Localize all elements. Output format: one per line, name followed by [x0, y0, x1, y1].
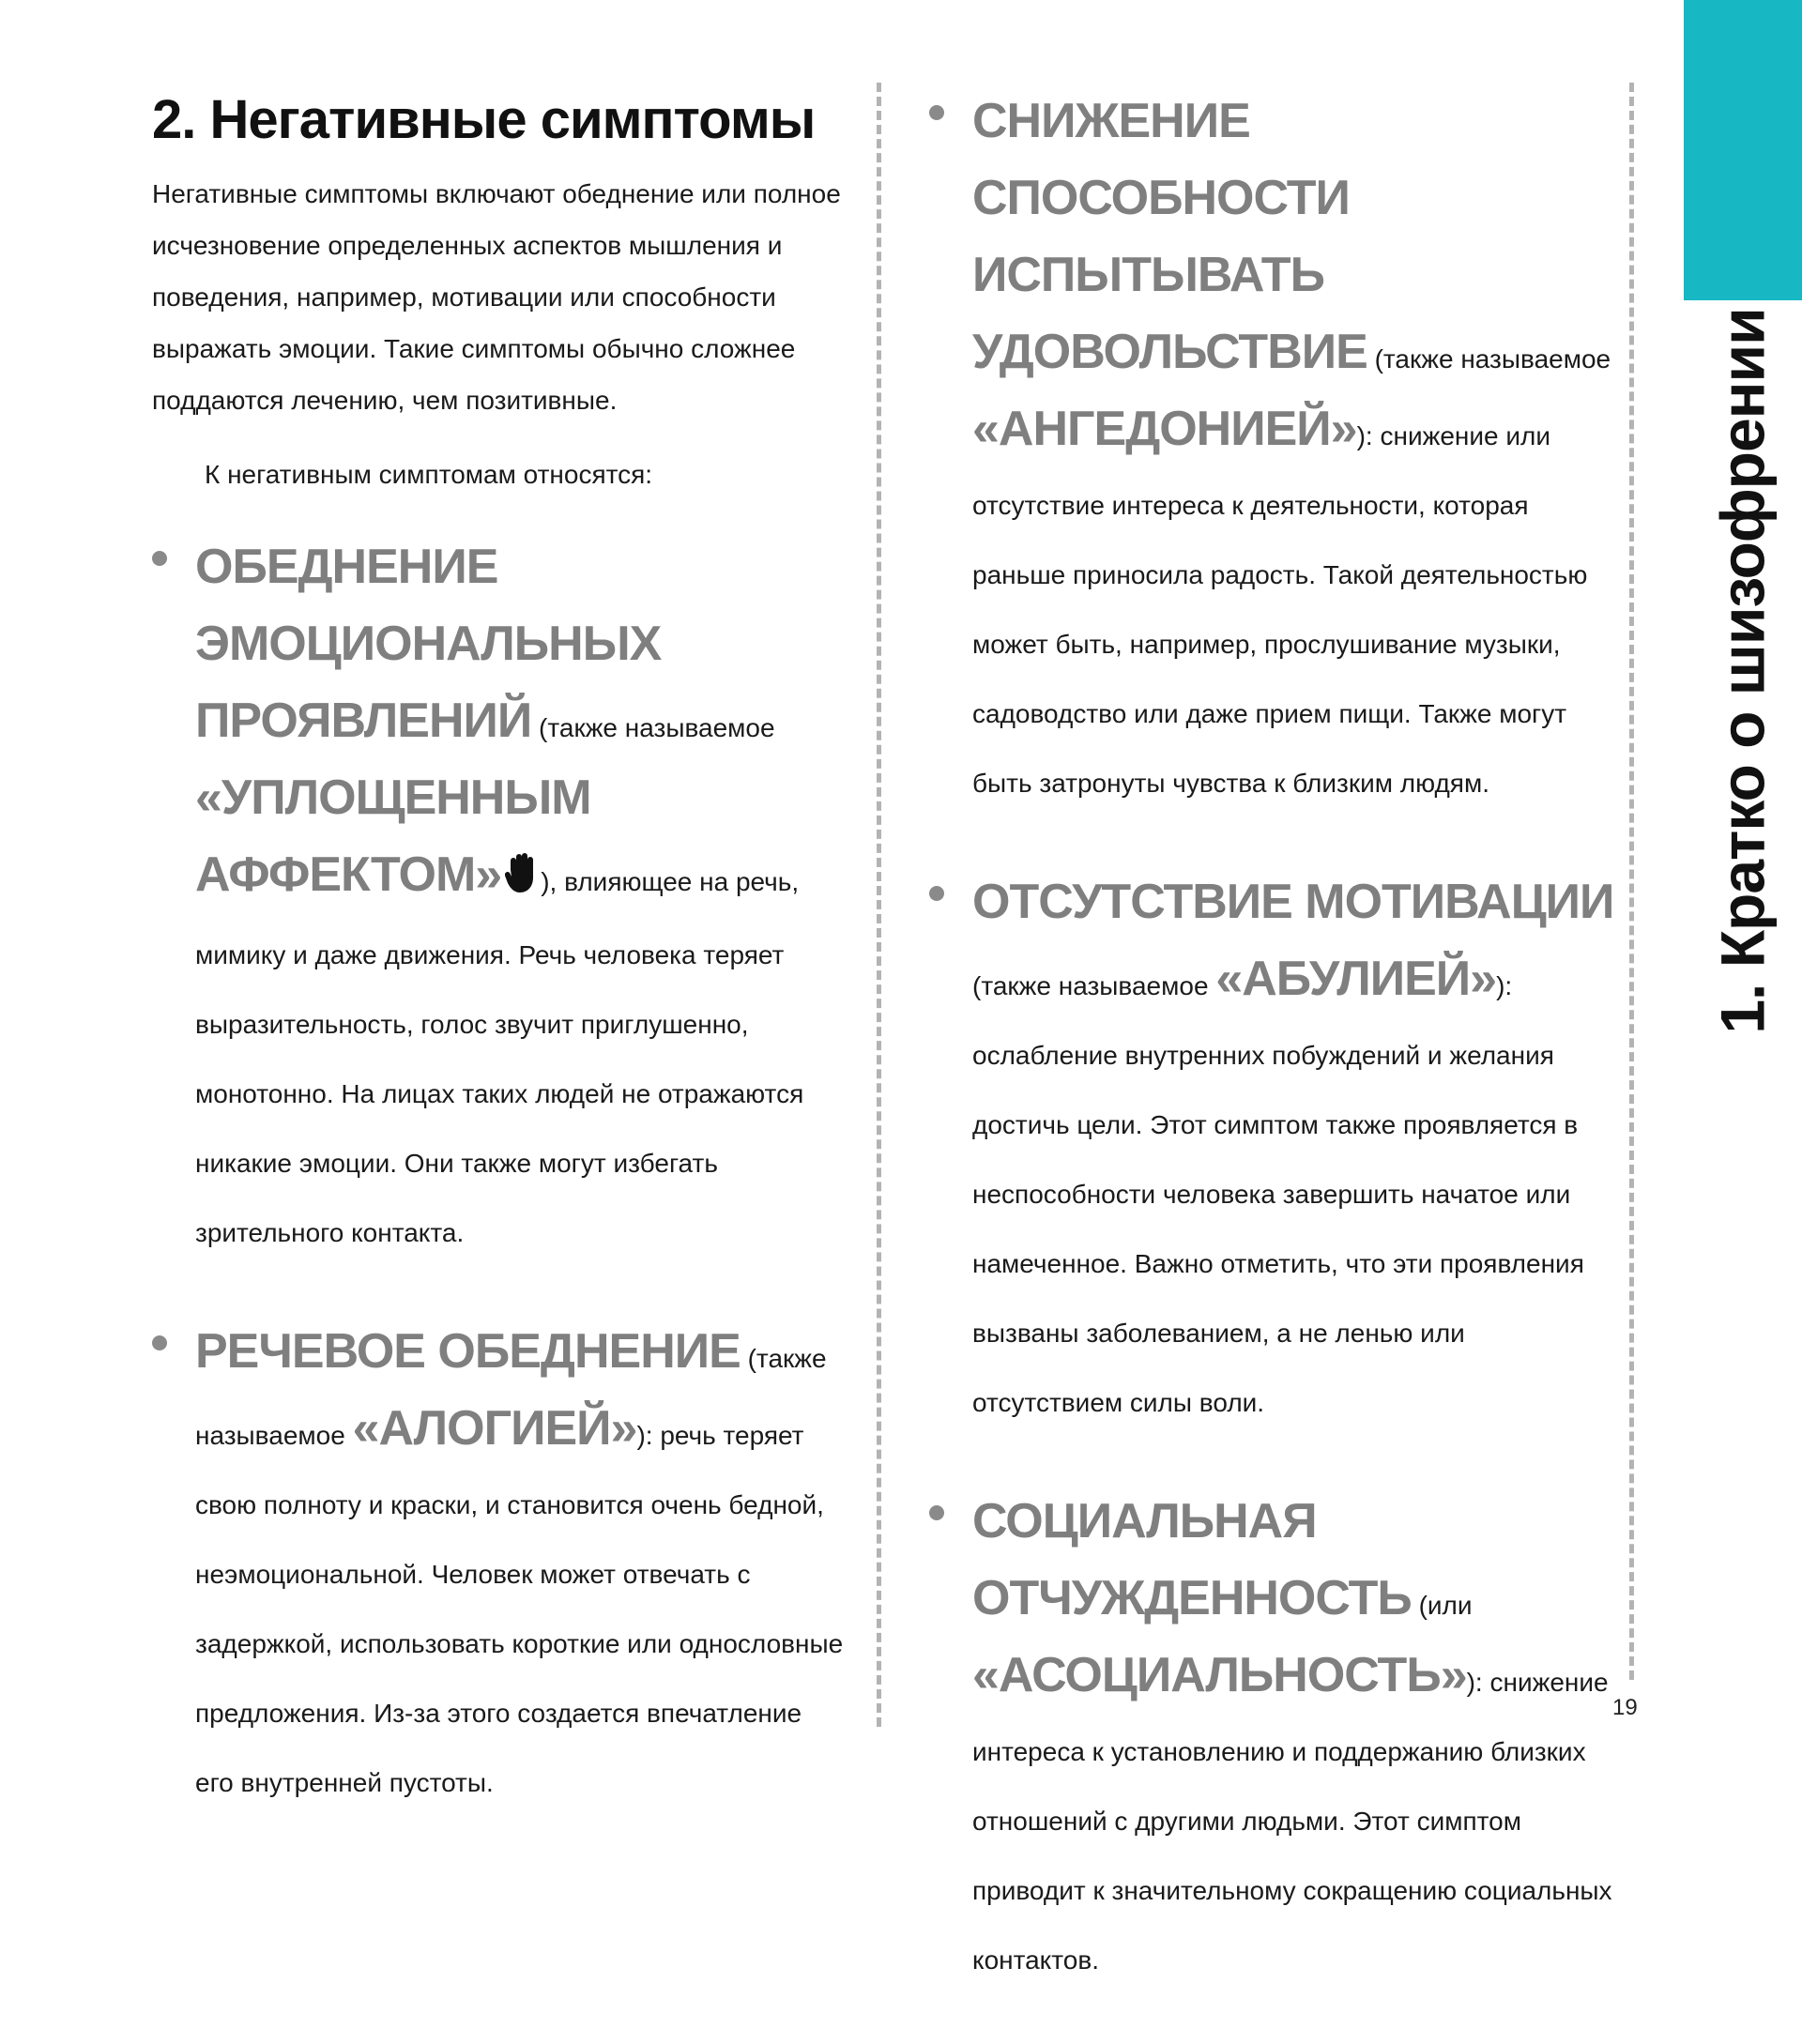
left-column	[152, 90, 847, 1867]
symptom-paren-close: ):	[636, 1420, 653, 1450]
tab-divider	[1629, 83, 1634, 1680]
symptom-item	[929, 867, 1614, 1438]
symptom-heading	[972, 1487, 1614, 1995]
bullet-icon	[152, 551, 167, 566]
symptom-term: ОТСУТСТВИЕ МОТИВАЦИИ	[972, 875, 1614, 929]
symptom-description: снижение интереса к установлению и поддержанию близких отношений с другими людьми. Этот симптом приводит к значительному сокращению социальных контактов.	[972, 1668, 1612, 1975]
symptom-description: влияющее на речь, мимику и даже движения. Речь человека теряет выразительность, голос звучит приглушенно, монотонно. На лицах таких людей не отражаются никакие эмоции. Они также могут избегать зрительного контакта.	[195, 866, 804, 1247]
symptom-heading	[195, 1317, 847, 1818]
symptom-paren-close: ):	[1466, 1668, 1483, 1697]
symptom-paren-close: ):	[1496, 971, 1513, 1000]
chapter-tab	[1684, 0, 1802, 300]
section-title: 2. Негативные симптомы	[152, 89, 816, 150]
page-number: 19	[1612, 1695, 1638, 1720]
column-divider	[877, 83, 881, 1727]
symptom-paren-open: (также называемое	[195, 1343, 827, 1450]
symptom-paren-close: ),	[541, 866, 557, 896]
symptom-heading	[972, 86, 1614, 818]
symptom-item	[929, 86, 1614, 818]
symptom-description: речь теряет свою полноту и краски, и становится очень бедной, неэмоциональной. Человек может отвечать с задержкой, использовать короткие или однословные предложения. Из-за этого создается впечатление его внутренней пустоты.	[195, 1420, 844, 1797]
symptom-term: ОБЕДНЕНИЕ ЭМОЦИОНАЛЬНЫХ ПРОЯВЛЕНИЙ	[195, 539, 662, 748]
symptom-term: РЕЧЕВОЕ ОБЕДНЕНИЕ	[195, 1323, 741, 1379]
symptom-paren-open: (также называемое	[539, 712, 775, 742]
symptom-paren-open: (или	[1418, 1591, 1473, 1620]
symptom-alias: «АНГЕДОНИЕЙ»	[972, 402, 1357, 456]
symptom-item	[152, 1317, 847, 1818]
bullet-icon	[929, 886, 944, 901]
list-intro: К негативным симптомам относятся:	[205, 459, 653, 489]
symptom-item	[152, 532, 847, 1268]
chapter-title-text: 1. Кратко о шизофрении	[1708, 308, 1779, 1034]
symptom-heading	[972, 867, 1614, 1438]
symptom-term: СОЦИАЛЬНАЯ ОТЧУЖДЕННОСТЬ	[972, 1494, 1412, 1625]
right-column	[929, 86, 1614, 2044]
symptom-paren-open: (также называемое	[972, 971, 1209, 1000]
bullet-icon	[929, 105, 944, 120]
bullet-icon	[152, 1335, 167, 1350]
chapter-title	[1644, 308, 1802, 1034]
symptom-paren-open: (также называемое	[1374, 344, 1611, 374]
bullet-icon	[929, 1505, 944, 1520]
symptom-description: ослабление внутренних побуждений и желания достичь цели. Этот симптом также проявляется в неспособности человека завершить начатое или намеченное. Важно отметить, что эти проявления вызваны заболеванием, а не ленью или отсутствием силы воли.	[972, 1041, 1584, 1417]
symptom-item	[929, 1487, 1614, 1995]
symptom-alias: «АБУЛИЕЙ»	[1215, 952, 1497, 1006]
section-intro: Негативные симптомы включают обеднение или полное исчезновение определенных аспектов мышления и поведения, например, мотивации или способности выражать эмоции. Такие симптомы обычно сложнее поддаются лечению, чем позитивные.	[152, 178, 841, 415]
symptom-paren-close: ):	[1356, 421, 1373, 450]
symptom-alias: «УПЛОЩЕННЫМ АФФЕКТОМ»	[195, 770, 591, 902]
symptom-alias: «АСОЦИАЛЬНОСТЬ»	[972, 1648, 1467, 1702]
symptom-alias: «АЛОГИЕЙ»	[352, 1400, 637, 1456]
hand-icon	[505, 851, 541, 921]
symptom-term: СНИЖЕНИЕ СПОСОБНОСТИ ИСПЫТЫВАТЬ УДОВОЛЬСТВИЕ	[972, 94, 1367, 379]
symptom-heading	[195, 532, 847, 1268]
symptom-description: снижение или отсутствие интереса к деятельности, которая раньше приносила радость. Такой деятельностью может быть, например, прослушивание музыки, садоводство или даже прием пищи. Также могут быть затронуты чувства к близким людям.	[972, 421, 1588, 798]
